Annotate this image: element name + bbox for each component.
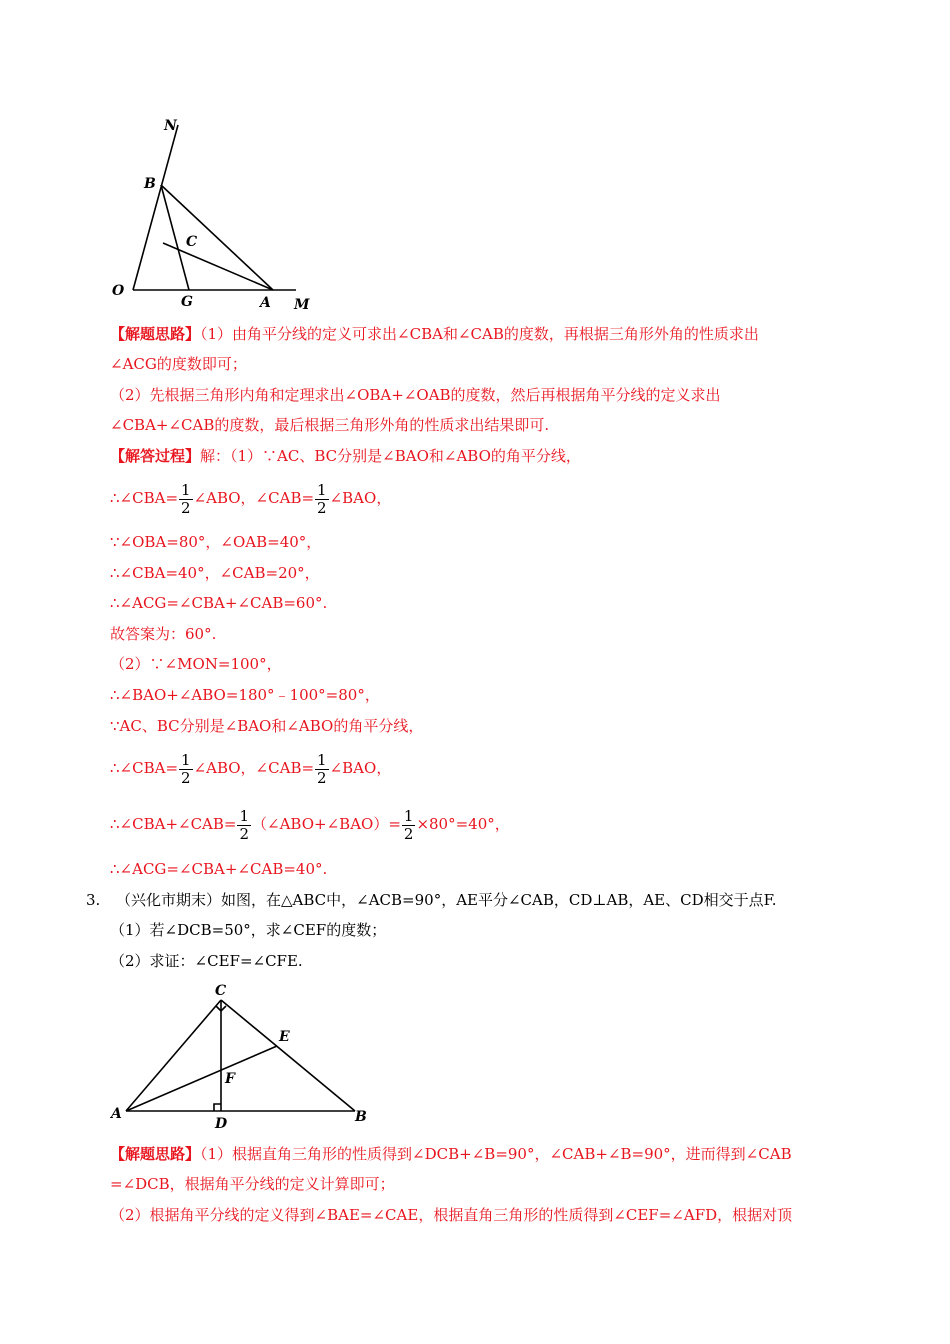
approach-line-1: 【解题思路】（1）由角平分线的定义可求出∠CBA和∠CAB的度数，再根据三角形外角的性质求出 [110, 325, 759, 343]
label-G: G [181, 294, 193, 310]
problem-3-q1: （1）若∠DCB=50°，求∠CEF的度数； [110, 921, 387, 939]
fraction-half: $\frac{1}{2}$ [317, 480, 327, 517]
segment-BG [161, 185, 189, 290]
label-A: A [260, 295, 271, 311]
label-E: E [279, 1029, 290, 1045]
label-F: F [225, 1071, 235, 1087]
side-AC [126, 1000, 221, 1111]
segment-AC [163, 243, 273, 290]
label-B: B [144, 176, 156, 192]
process-intro-line: 【解答过程】解：（1）∵AC、BC分别是∠BAO和∠ABO的角平分线， [110, 447, 581, 465]
step-11: ∴∠ACG=∠CBA+∠CAB=40°. [110, 860, 328, 878]
step-6: （2）∵∠MON=100°， [110, 655, 282, 673]
label-M: M [294, 297, 310, 313]
label-C: C [186, 234, 198, 250]
label-O: O [112, 283, 125, 299]
approach2-line-1b: =∠DCB，根据角平分线的定义计算即可； [110, 1175, 395, 1193]
fraction-half: $\frac{1}{2}$ [317, 750, 327, 787]
tag-approach: 【解题思路】 [110, 1145, 201, 1163]
step-3: ∴∠CBA=40°，∠CAB=20°， [110, 564, 320, 582]
tag-approach: 【解题思路】 [110, 325, 201, 343]
step-5: 故答案为：60°. [110, 625, 217, 643]
problem-3-q2: （2）求证：∠CEF=∠CFE. [110, 952, 303, 970]
approach-line-1b: ∠ACG的度数即可； [110, 355, 247, 373]
label-D: D [215, 1116, 228, 1132]
side-CB [221, 1000, 355, 1111]
step-10: ∴∠CBA+∠CAB= $\frac{1}{2}$ （∠ABO+∠BAO）= $\frac{1}{2}$ ×80°=40°， [110, 806, 510, 843]
label-B: B [355, 1109, 367, 1125]
problem-3-stem: （兴化市期末）如图，在△ABC中，∠ACB=90°，AE平分∠CAB，CD⊥AB，AE、CD相交于点F. [116, 891, 777, 909]
bisector-AE [126, 1046, 277, 1111]
step-2: ∵∠OBA=80°，∠OAB=40°， [110, 533, 322, 551]
figure-right-triangle [105, 978, 385, 1133]
approach2-line-1: 【解题思路】（1）根据直角三角形的性质得到∠DCB+∠B=90°，∠CAB+∠B=90°，进而得到∠CAB [110, 1145, 792, 1163]
tag-process: 【解答过程】 [110, 447, 201, 465]
approach-line-2: （2）先根据三角形内角和定理求出∠OBA+∠OAB的度数，然后再根据角平分线的定义求出 [110, 386, 721, 404]
segment-BA [161, 185, 273, 290]
figure-angle-bisectors [100, 110, 330, 315]
ray-ON [133, 125, 178, 290]
step-9: ∴∠CBA= $\frac{1}{2}$ ∠ABO，∠CAB= $\frac{1}{2}$ ∠BAO， [110, 750, 392, 787]
approach-line-2b: ∠CBA+∠CAB的度数，最后根据三角形外角的性质求出结果即可. [110, 416, 550, 434]
fraction-half: $\frac{1}{2}$ [403, 806, 414, 843]
step-4: ∴∠ACG=∠CBA+∠CAB=60°. [110, 594, 328, 612]
approach2-line-2: （2）根据角平分线的定义得到∠BAE=∠CAE，根据直角三角形的性质得到∠CEF=∠AFD，根据对顶 [110, 1206, 793, 1224]
fraction-half: $\frac{1}{2}$ [181, 750, 191, 787]
label-C: C [215, 983, 227, 999]
step-8: ∵AC、BC分别是∠BAO和∠ABO的角平分线， [110, 717, 424, 735]
step-7: ∴∠BAO+∠ABO=180°﹣100°=80°， [110, 686, 380, 704]
fraction-half: $\frac{1}{2}$ [239, 806, 250, 843]
problem-3-number: 3. [86, 891, 101, 909]
step-1: ∴∠CBA= $\frac{1}{2}$ ∠ABO，∠CAB= $\frac{1}{2}$ ∠BAO， [110, 480, 392, 517]
label-N: N [164, 118, 177, 134]
right-angle-mark-D [214, 1104, 221, 1111]
fraction-half: $\frac{1}{2}$ [181, 480, 191, 517]
label-A: A [111, 1106, 122, 1122]
